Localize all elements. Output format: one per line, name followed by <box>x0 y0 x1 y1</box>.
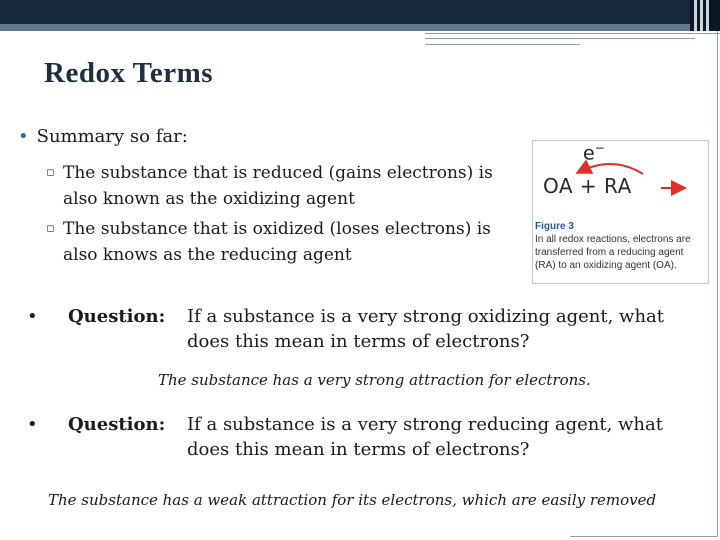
answer-text: The substance has a weak attraction for its electrons, which are easily removed <box>48 491 657 509</box>
summary-heading-text: Summary so far: <box>36 126 188 147</box>
slide-title: Redox Terms <box>44 57 214 89</box>
header-rule <box>425 33 720 34</box>
header-accent-stripe <box>706 0 709 31</box>
summary-item-text: The substance that is oxidized (loses electrons) is also knows as the reducing agent <box>63 219 491 265</box>
square-bullet-icon: ▫ <box>46 221 55 236</box>
header-accent-stripe <box>700 0 703 31</box>
figure-label: Figure 3 <box>535 221 574 232</box>
slide-frame-line <box>717 31 718 536</box>
question-text: If a substance is a very strong oxidizing agent, what does this mean in terms of electrons? <box>187 306 665 352</box>
header-rule <box>425 38 695 39</box>
figure-3 <box>532 140 709 284</box>
square-bullet-icon: ▫ <box>46 165 55 180</box>
electron-arrow-curve <box>579 164 643 174</box>
figure-equation: OA + RA <box>543 174 632 198</box>
bullet-icon: • <box>27 306 38 327</box>
header-accent-stripe <box>694 0 697 31</box>
header-rule <box>425 44 580 45</box>
summary-heading <box>18 126 188 147</box>
figure-caption: In all redox reactions, electrons are transferred from a reducing agent (RA) to an oxidizing agent (OA). <box>535 234 691 271</box>
slide-frame-line <box>570 536 718 537</box>
bullet-icon: • <box>27 414 38 435</box>
summary-item <box>46 216 522 268</box>
header-strip <box>0 24 720 31</box>
header-bar <box>0 0 720 24</box>
answer-text: The substance has a very strong attraction for electrons. <box>158 371 591 389</box>
question-label: Question: <box>68 306 166 327</box>
question-label: Question: <box>68 414 166 435</box>
bullet-icon: • <box>18 126 29 147</box>
electron-symbol: e− <box>583 141 605 165</box>
question-text: If a substance is a very strong reducing agent, what does this mean in terms of electrons? <box>187 414 663 460</box>
summary-item <box>46 160 522 212</box>
summary-item-text: The substance that is reduced (gains electrons) is also known as the oxidizing agent <box>63 163 493 209</box>
